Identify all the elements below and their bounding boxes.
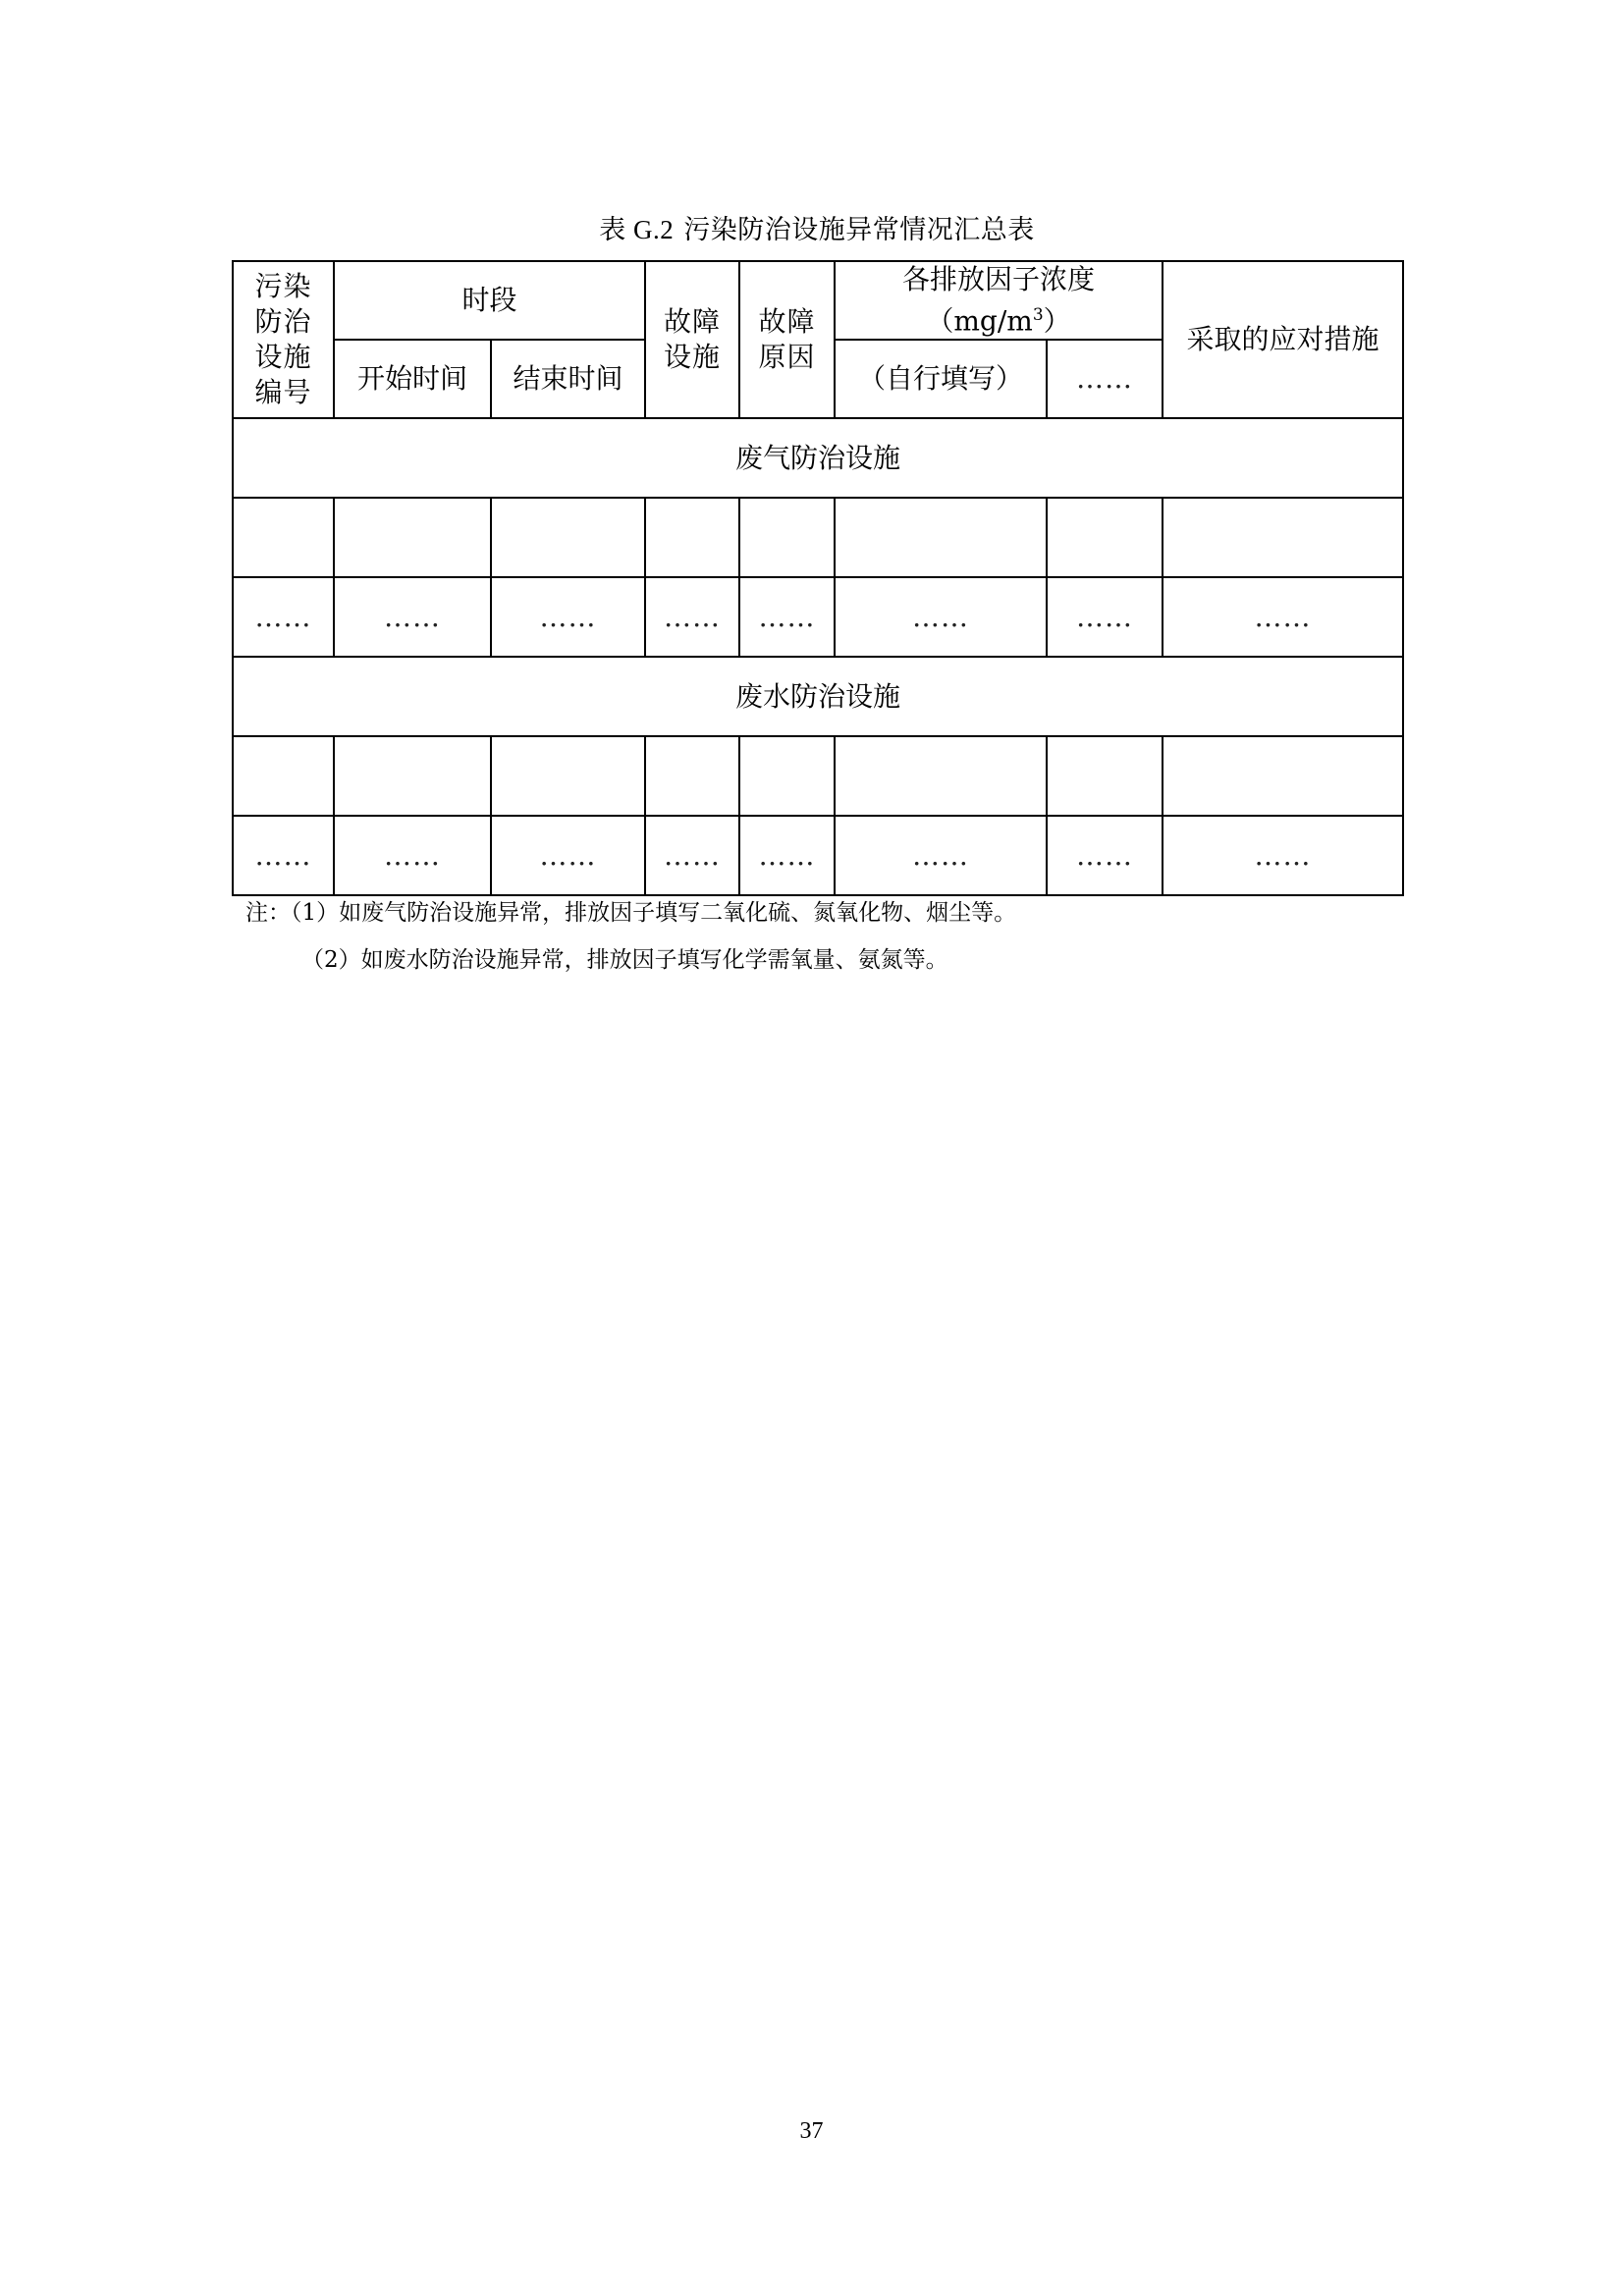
header-facility-id-line: 防治 xyxy=(254,305,312,339)
header-facility-id-line: 编号 xyxy=(254,376,312,409)
table-cell xyxy=(233,498,334,577)
unit-close: ） xyxy=(1043,304,1071,338)
table-cell xyxy=(835,736,1047,816)
header-facility-id-line: 污染 xyxy=(254,270,312,303)
section-row xyxy=(233,657,1403,736)
table-cell: …… xyxy=(645,577,739,657)
header-self-fill: （自行填写） xyxy=(835,340,1047,418)
header-concentration xyxy=(835,261,1163,340)
header-start-time: 开始时间 xyxy=(334,340,491,418)
table-cell xyxy=(645,498,739,577)
header-fault-facility-line: 故障 xyxy=(664,305,722,339)
table-cell xyxy=(491,736,645,816)
table-cell: …… xyxy=(1163,816,1403,895)
unit-text: （mg/m xyxy=(926,304,1033,338)
abnormal-summary-table xyxy=(232,260,1404,896)
table-title-text: 污染防治设施异常情况汇总表 xyxy=(683,215,1035,245)
page-number: 37 xyxy=(799,2118,824,2144)
header-more: …… xyxy=(1047,340,1163,418)
table-notes xyxy=(245,897,1394,991)
table-cell xyxy=(739,498,835,577)
table-cell: …… xyxy=(334,577,491,657)
header-measures: 采取的应对措施 xyxy=(1163,261,1403,418)
table-title xyxy=(232,212,1402,248)
section-title: 废气防治设施 xyxy=(233,418,1403,498)
table-row xyxy=(233,577,1403,657)
header-concentration-unit xyxy=(836,297,1162,339)
table-cell: …… xyxy=(1163,577,1403,657)
header-fault-facility-line: 设施 xyxy=(664,341,722,374)
table-cell: …… xyxy=(645,816,739,895)
table-cell: …… xyxy=(1047,816,1163,895)
header-fault-reason-line: 故障 xyxy=(758,305,816,339)
header-end-time: 结束时间 xyxy=(491,340,645,418)
header-fault-facility xyxy=(645,261,739,418)
table-cell xyxy=(233,736,334,816)
unit-superscript: 3 xyxy=(1032,305,1044,325)
table-cell: …… xyxy=(233,577,334,657)
table-cell: …… xyxy=(835,577,1047,657)
table-cell: …… xyxy=(491,816,645,895)
section-title: 废水防治设施 xyxy=(233,657,1403,736)
header-period: 时段 xyxy=(334,261,645,340)
table-cell: …… xyxy=(334,816,491,895)
header-facility-id-line: 设施 xyxy=(254,341,312,374)
header-row-1 xyxy=(233,261,1403,340)
header-concentration-label: 各排放因子浓度 xyxy=(902,263,1096,295)
table-cell xyxy=(1163,498,1403,577)
header-fault-reason-line: 原因 xyxy=(758,341,816,374)
section-row xyxy=(233,418,1403,498)
table-cell: …… xyxy=(1047,577,1163,657)
table-cell xyxy=(334,498,491,577)
note-line: （2）如废水防治设施异常，排放因子填写化学需氧量、氨氮等。 xyxy=(301,947,948,973)
header-facility-id xyxy=(233,261,334,418)
table-cell xyxy=(334,736,491,816)
table-row xyxy=(233,498,1403,577)
header-fault-reason xyxy=(739,261,835,418)
table-cell: …… xyxy=(739,577,835,657)
table-cell: …… xyxy=(233,816,334,895)
table-row xyxy=(233,816,1403,895)
table-cell xyxy=(1047,498,1163,577)
table-cell: …… xyxy=(835,816,1047,895)
table-cell xyxy=(739,736,835,816)
table-title-code: 表 G.2 xyxy=(599,215,675,244)
table-cell xyxy=(491,498,645,577)
table-cell: …… xyxy=(491,577,645,657)
table-row xyxy=(233,736,1403,816)
table-cell: …… xyxy=(739,816,835,895)
table-cell xyxy=(645,736,739,816)
note-line: 注：（1）如废气防治设施异常，排放因子填写二氧化硫、氮氧化物、烟尘等。 xyxy=(245,900,1017,926)
table-cell xyxy=(1047,736,1163,816)
table-cell xyxy=(1163,736,1403,816)
table-cell xyxy=(835,498,1047,577)
